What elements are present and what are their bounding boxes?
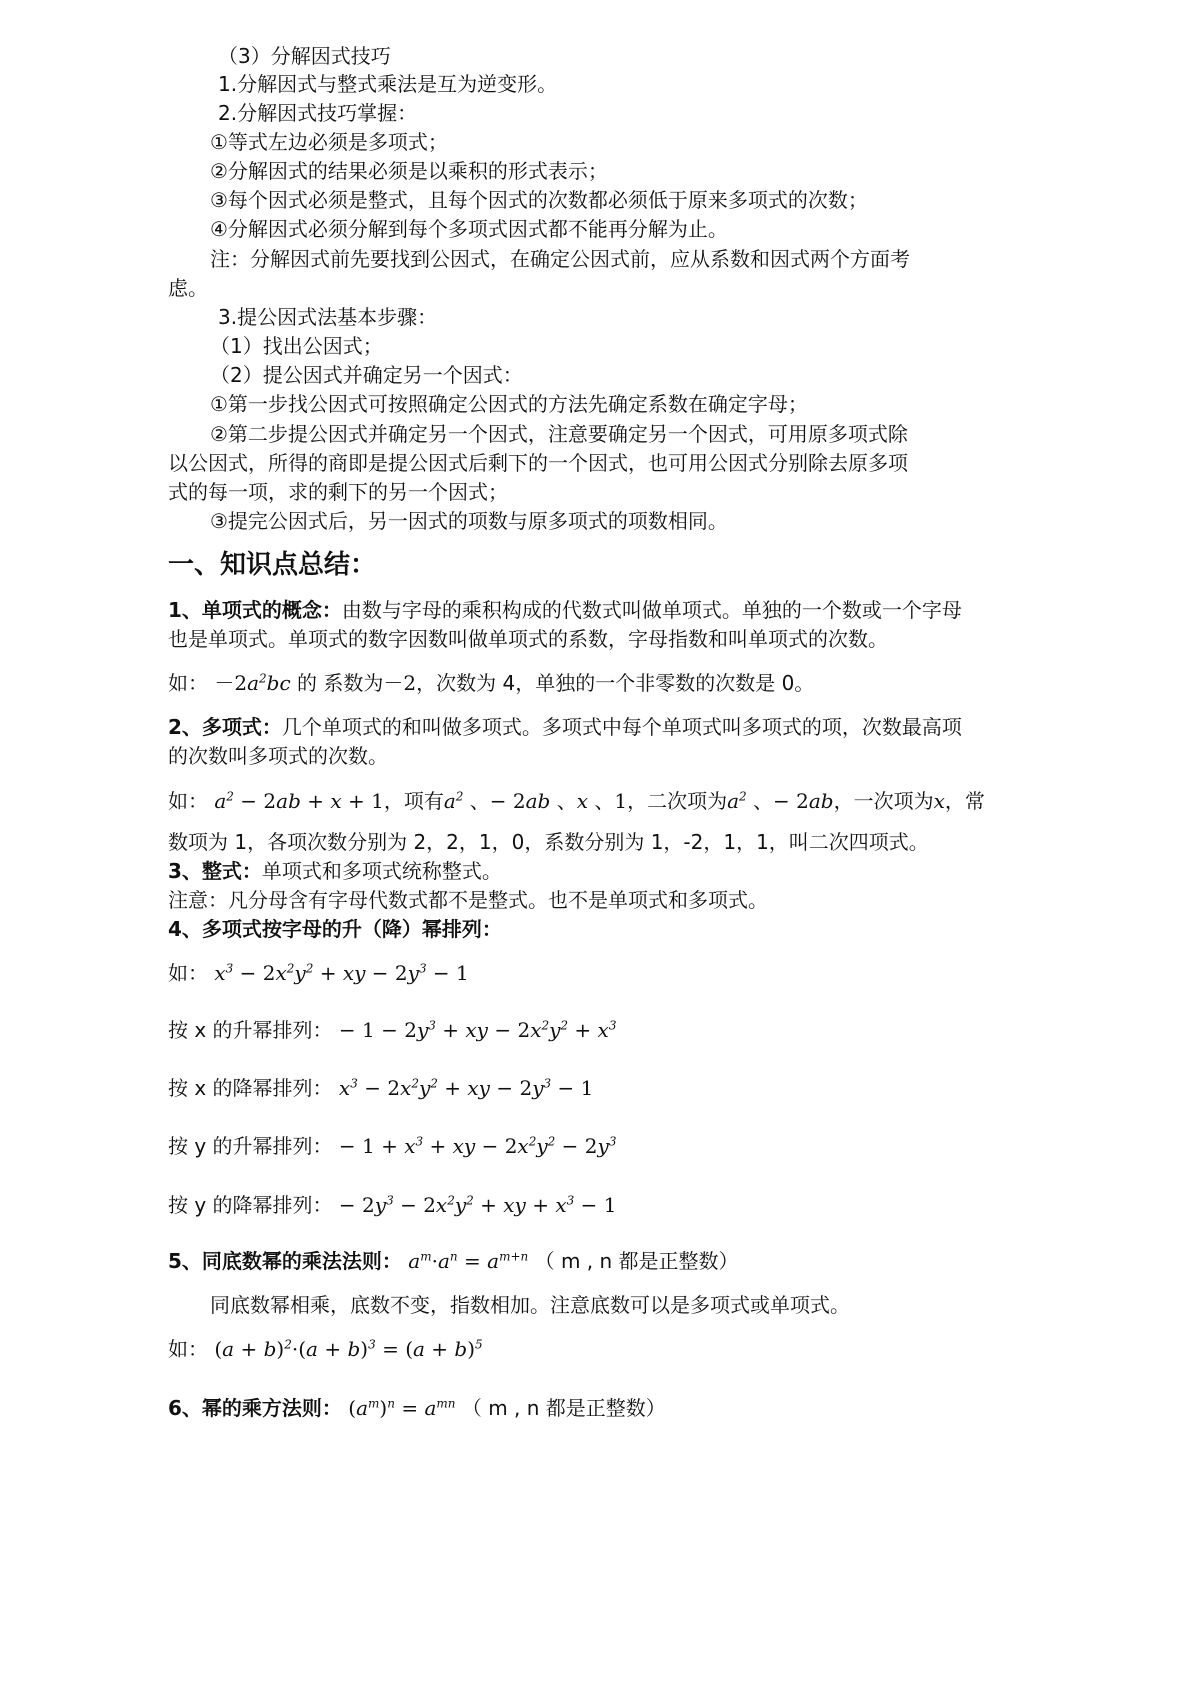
math-plain: − 2 <box>233 961 276 985</box>
math-plain: －2 <box>214 671 248 695</box>
math-expression: x <box>933 789 945 813</box>
example-prefix: 如： <box>168 961 208 985</box>
math-plain: 2 <box>430 1076 438 1091</box>
math-plain: − 1 + <box>338 1134 405 1158</box>
math-plain: = <box>394 1396 425 1420</box>
math-expression: $-2a^2bc$ <box>214 671 291 695</box>
example-text: ，一次项为 <box>833 789 934 813</box>
math-plain: + <box>525 1193 556 1217</box>
example-text: ，次数为 4，单独的一个非零数的次数是 0。 <box>416 671 815 695</box>
example-label: 按 y 的降幂排列： <box>168 1193 333 1217</box>
math-plain: 2 <box>226 789 234 804</box>
term-title: 2、多项式： <box>168 715 282 739</box>
example-text: 的 系数为 <box>297 671 384 695</box>
math-plain: 3 <box>418 961 427 976</box>
math-plain: 2 <box>259 671 267 686</box>
list-item: ①等式左边必须是多项式； <box>210 130 448 154</box>
math-plain: ( <box>348 1396 357 1420</box>
example-text: ，项有 <box>383 789 444 813</box>
math-expression: $(a + b)^2\cdot(a + b)^3 = (a + b)^5$ <box>214 1337 483 1361</box>
math-plain: ) <box>379 1396 388 1420</box>
paragraph <box>168 714 962 740</box>
list-item: （2）提公因式并确定另一个因式： <box>210 363 523 387</box>
paragraph: 数项为 1，各项次数分别为 2，2，1，0，系数分别为 1，-2，1，1，叫二次四项式。 <box>168 830 929 854</box>
list-item: ①第一步找公因式可按照确定公因式的方法先确定系数在确定字母； <box>210 392 808 416</box>
condition-text: （ m , n 都是正整数） <box>534 1249 739 1273</box>
math-plain: 2 <box>528 1134 537 1149</box>
paragraph: 1.分解因式与整式乘法是互为逆变形。 <box>218 72 558 96</box>
example-prefix: 如： <box>168 671 208 695</box>
example-label: 按 x 的降幂排列： <box>168 1076 333 1100</box>
math-expression: $a^2 - 2ab + x + 1$ <box>214 789 384 813</box>
term-text: 由数与字母的乘积构成的代数式叫做单项式。单独的一个数或一个字母 <box>341 598 962 622</box>
math-plain: + <box>317 1337 348 1361</box>
term-title: 6、幂的乘方法则： <box>168 1396 342 1420</box>
math-plain: ( <box>214 1337 223 1361</box>
term-text: 单项式和多项式统称整式。 <box>261 859 502 883</box>
math-expression: $(a^m)^n = a^{mn}$ <box>348 1396 456 1420</box>
rule-line <box>168 1395 666 1421</box>
math-plain: − 1 <box>426 961 469 985</box>
paragraph: 式的每一项，求的剩下的另一个因式； <box>168 480 508 504</box>
math-plain: 2 <box>739 789 747 804</box>
list-item: ③提完公因式后，另一因式的项数与原多项式的项数相同。 <box>210 509 728 533</box>
math-plain: − 1 − 2 <box>338 1018 417 1042</box>
math-plain: − 2 <box>489 1076 533 1100</box>
example-line <box>168 1017 616 1043</box>
math-plain: 3 <box>386 1193 394 1208</box>
math-expression: − $1 - 2y^3$ + xy − $2x^2y^2 + x^3$ <box>338 1018 617 1042</box>
example-line <box>168 1133 616 1159</box>
rule-line <box>168 1248 739 1274</box>
math-value: －2 <box>383 671 417 695</box>
math-expression: $a^2$ 、− 2ab 、x 、1 <box>443 789 628 813</box>
example-line <box>168 960 469 986</box>
math-plain: 3 <box>415 1134 424 1149</box>
math-plain: 3 <box>608 1018 617 1033</box>
math-plain: + <box>313 961 343 985</box>
section-heading: 一、知识点总结： <box>168 550 377 580</box>
paragraph: 也是单项式。单项式的数字因数叫做单项式的系数，字母指数和叫单项式的次数。 <box>168 627 888 651</box>
math-plain: 3 <box>543 1076 552 1091</box>
math-plain: − 2 <box>338 1193 375 1217</box>
math-plain: 2 <box>286 961 295 976</box>
list-item: ②分解因式的结果必须是以乘积的形式表示； <box>210 159 608 183</box>
term-title: 5、同底数幂的乘法法则： <box>168 1249 402 1273</box>
example-line <box>168 1336 483 1362</box>
note-line: 注：分解因式前先要找到公因式，在确定公因式前，应从系数和因式两个方面考 <box>210 247 910 271</box>
paragraph: 以公因式，所得的商即是提公因式后剩下的一个因式，也可用公因式分别除去原多项 <box>168 451 908 475</box>
math-plain: 2 <box>411 1076 419 1091</box>
term-text: 几个单项式的和叫做多项式。多项式中每个单项式叫多项式的项，次数最高项 <box>281 715 962 739</box>
math-expression: $x^3 - 2x^2y^2$ + xy − $2y^3 - 1$ <box>338 1076 594 1100</box>
math-plain: 3 <box>225 961 234 976</box>
note-line: 虑。 <box>168 276 208 300</box>
example-line <box>168 788 985 814</box>
term-title: 4、多项式按字母的升（降）幂排列： <box>168 917 502 941</box>
math-plain: ) <box>360 1337 369 1361</box>
paragraph: 2.分解因式技巧掌握： <box>218 101 418 125</box>
example-label: 按 x 的升幂排列： <box>168 1018 333 1042</box>
example-label: 按 y 的升幂排列： <box>168 1134 333 1158</box>
math-plain: ) <box>276 1337 285 1361</box>
math-plain: 、− 2 <box>746 789 809 813</box>
example-line <box>168 1075 593 1101</box>
math-plain: = <box>457 1249 488 1273</box>
math-plain: 2 <box>455 789 464 804</box>
math-plain: · <box>431 1249 438 1273</box>
math-plain: 、− 2 <box>463 789 526 813</box>
example-prefix: 如： <box>168 1337 208 1361</box>
math-plain: 3 <box>428 1018 436 1033</box>
math-plain: + <box>435 1018 466 1042</box>
term-title: 1、单项式的概念： <box>168 598 342 622</box>
math-expression: $a^m\cdot a^n = a^{m+n}$ <box>408 1249 529 1273</box>
math-plain: − 2 <box>357 1076 401 1100</box>
math-plain: 2 <box>284 1337 292 1352</box>
list-item: ④分解因式必须分解到每个多项式因式都不能再分解为止。 <box>210 217 728 241</box>
math-plain: + <box>424 1337 455 1361</box>
math-plain: 2 <box>466 1193 474 1208</box>
math-plain: 3 <box>566 1193 575 1208</box>
math-plain: 2 <box>547 1134 556 1149</box>
term-title: 3、整式： <box>168 859 262 883</box>
math-plain: 3 <box>350 1076 358 1091</box>
math-plain: + <box>423 1134 453 1158</box>
paragraph: 的次数叫多项式的次数。 <box>168 744 388 768</box>
list-item: ②第二步提公因式并确定另一个因式，注意要确定另一个因式，可用原多项式除 <box>210 422 908 446</box>
math-plain: 3 <box>608 1134 617 1149</box>
example-line <box>168 1192 616 1218</box>
paragraph: 同底数幂相乘，底数不变，指数相加。注意底数可以是多项式或单项式。 <box>210 1293 850 1317</box>
math-plain: − 2 <box>487 1018 531 1042</box>
math-plain: + <box>473 1193 504 1217</box>
math-plain: ) <box>467 1337 476 1361</box>
list-item: ③每个因式必须是整式，且每个因式的次数都必须低于原来多项式的次数； <box>210 188 868 212</box>
math-plain: 2 <box>305 961 314 976</box>
paragraph <box>168 597 962 623</box>
math-plain: − 1 <box>574 1193 617 1217</box>
math-expression: − $2y^3 - 2x^2y^2$ + xy + $x^3 - 1$ <box>338 1193 617 1217</box>
math-plain: 、1 <box>588 789 628 813</box>
condition-text: （ m , n 都是正整数） <box>461 1396 666 1420</box>
math-plain: − 2 <box>393 1193 436 1217</box>
math-plain: − 2 <box>233 789 277 813</box>
paragraph <box>168 858 502 884</box>
example-prefix: 如： <box>168 789 208 813</box>
list-item: （1）找出公因式； <box>210 334 383 358</box>
math-plain: + 1 <box>341 789 384 813</box>
math-plain: − 2 <box>555 1134 598 1158</box>
math-plain: 2 <box>541 1018 550 1033</box>
example-line <box>168 670 814 696</box>
math-plain: 2 <box>560 1018 569 1033</box>
example-text: ，常 <box>944 789 985 813</box>
math-plain: 2 <box>447 1193 455 1208</box>
section-title: （3）分解因式技巧 <box>218 44 391 68</box>
math-plain: + <box>437 1076 468 1100</box>
paragraph: 3.提公因式法基本步骤： <box>218 305 438 329</box>
math-plain: = ( <box>375 1337 413 1361</box>
math-plain: + <box>234 1337 264 1361</box>
example-text: ，二次项为 <box>627 789 728 813</box>
math-plain: + <box>300 789 331 813</box>
math-plain: ·( <box>291 1337 307 1361</box>
note-line: 注意：凡分母含有字母代数式都不是整式。也不是单项式和多项式。 <box>168 888 768 912</box>
math-plain: 、 <box>550 789 577 813</box>
math-plain: − 2 <box>475 1134 518 1158</box>
math-plain: 5 <box>475 1337 483 1352</box>
math-plain: + <box>568 1018 598 1042</box>
math-plain: − 2 <box>365 961 408 985</box>
math-plain: − 1 <box>551 1076 594 1100</box>
math-expression: $a^2$ 、− 2ab <box>727 789 834 813</box>
math-plain: 3 <box>368 1337 376 1352</box>
math-expression: $x^3 - 2x^2y^2$ + xy − $2y^3 - 1$ <box>214 961 469 985</box>
math-expression: − $1 + x^3$ + xy − $2x^2y^2 - 2y^3$ <box>338 1134 617 1158</box>
